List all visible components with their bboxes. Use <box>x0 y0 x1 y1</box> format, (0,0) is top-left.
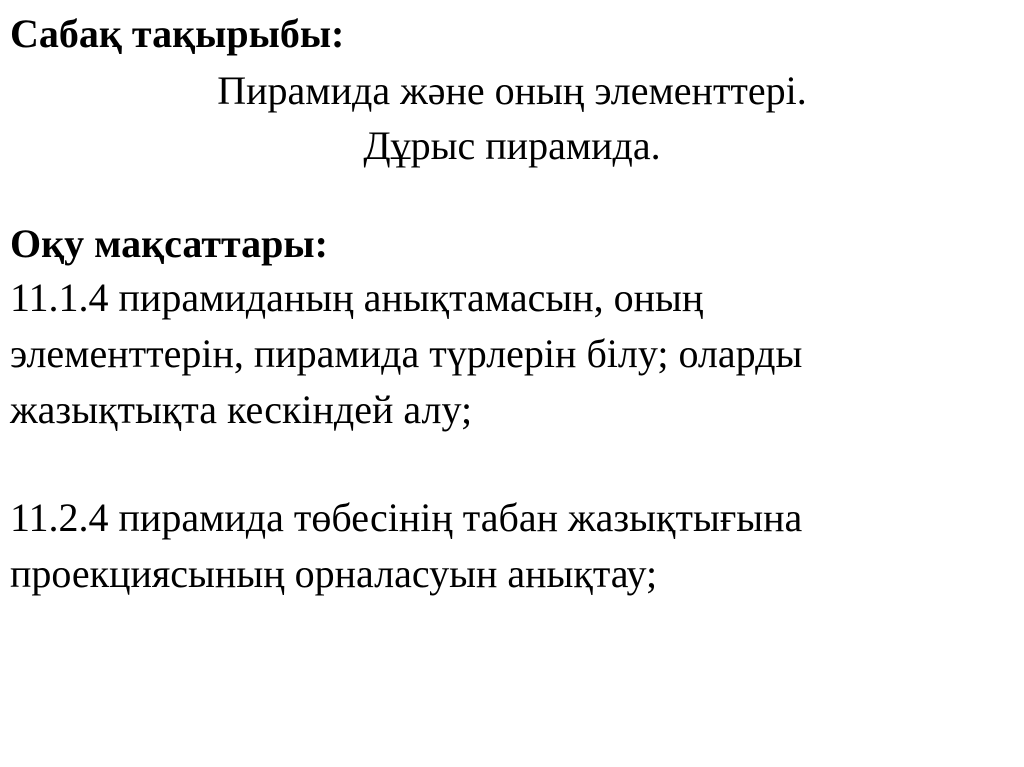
objective-2-line-1: 11.2.4 пирамида төбесінің табан жазықтығына <box>10 495 803 540</box>
topic-heading: Сабақ тақырыбы: <box>10 11 345 56</box>
objective-1-line-3: жазықтықта кескіндей алу; <box>10 387 473 432</box>
topic-line-2: Дұрыс пирамида. <box>363 123 661 168</box>
objective-1-line-2: элементтерін, пирамида түрлерін білу; оларды <box>10 331 803 376</box>
topic-line-1: Пирамида және оның элементтері. <box>217 68 807 113</box>
objective-1-line-1: 11.1.4 пирамиданың анықтамасын, оның <box>10 275 704 320</box>
objectives-heading: Оқу мақсаттары: <box>10 221 328 266</box>
objective-2-line-2: проекциясының орналасуын анықтау; <box>10 551 658 596</box>
